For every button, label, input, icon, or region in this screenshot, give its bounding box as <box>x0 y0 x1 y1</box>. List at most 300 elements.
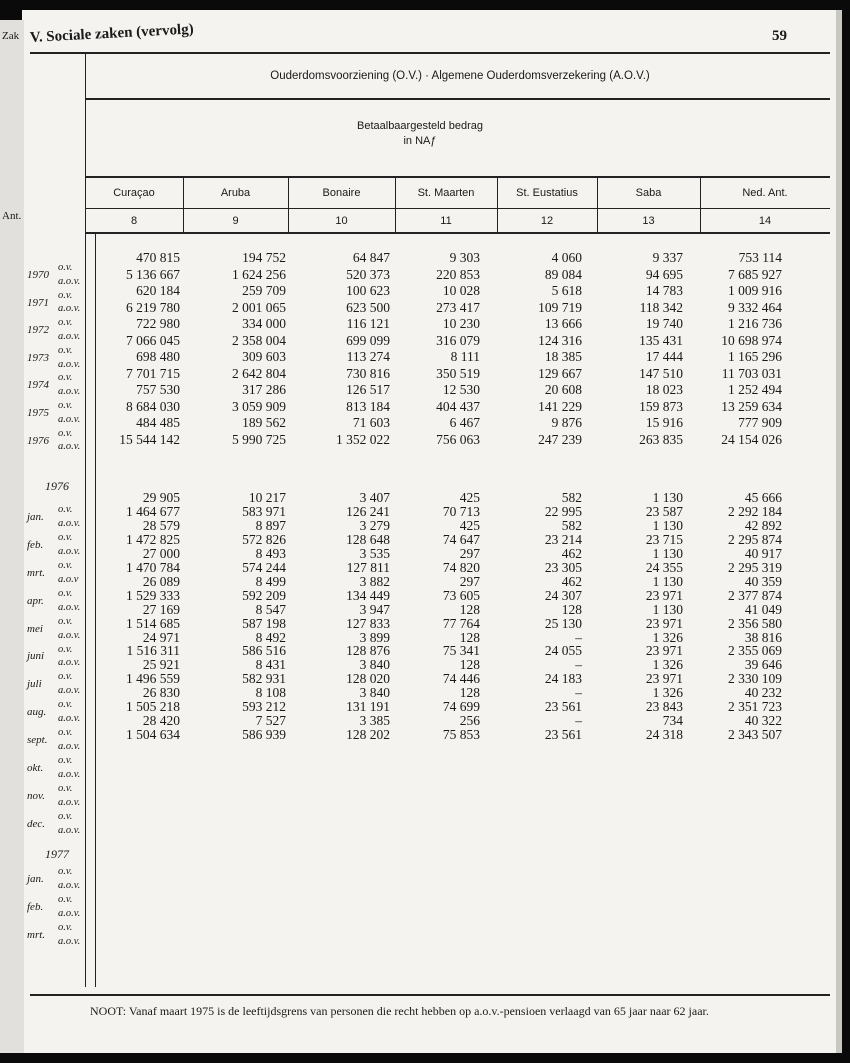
table-cell: 425 <box>459 517 480 533</box>
table-cell: 2 642 804 <box>232 365 286 381</box>
month-label: juli <box>27 678 42 691</box>
table-cell: 722 980 <box>136 316 180 331</box>
month-label: sept. <box>27 734 48 747</box>
table-cell: 1 504 634 <box>126 727 180 743</box>
table-cell: 15 916 <box>645 415 683 430</box>
year-label: 1976 <box>45 479 69 493</box>
table-cell: 2 295 874 <box>728 531 782 547</box>
month-label: feb. <box>27 901 44 913</box>
table-cell: 3 385 <box>359 713 390 729</box>
table-cell: 582 <box>561 517 582 533</box>
table-cell: 2 295 319 <box>728 559 782 575</box>
column-header: St. Maarten <box>417 187 475 199</box>
table-cell: 25 921 <box>142 657 180 673</box>
table-cell: 11 703 031 <box>721 365 782 381</box>
table-cell: 127 811 <box>346 559 390 575</box>
row-type-label: o.v. <box>58 699 73 711</box>
row-type-label: a.o.v. <box>58 358 81 370</box>
table-cell: 39 646 <box>744 657 782 673</box>
column-number: 13 <box>642 215 655 227</box>
table-cell: 425 <box>459 490 480 505</box>
row-type-label: o.v. <box>58 400 73 411</box>
month-label: dec. <box>27 817 46 830</box>
table-cell: 10 028 <box>442 283 480 298</box>
row-type-label: o.v. <box>58 504 73 515</box>
table-cell: 1 505 218 <box>126 699 180 715</box>
table-subtitle: Betaalbaargesteld bedrag <box>357 120 483 132</box>
table-cell: 13 259 634 <box>721 398 782 414</box>
table-cell: 128 <box>459 685 480 701</box>
table-cell: 113 274 <box>346 349 390 364</box>
table-cell: 2 358 004 <box>232 332 286 348</box>
table-cell: 3 840 <box>359 657 390 673</box>
table-cell: 297 <box>459 545 480 561</box>
rule <box>85 176 830 178</box>
table-cell: 1 165 296 <box>728 349 782 364</box>
month-label: feb. <box>27 538 44 551</box>
table-cell: 699 099 <box>346 332 390 348</box>
column-number: 8 <box>130 215 138 227</box>
table-cell: 74 699 <box>442 699 480 715</box>
month-label: mrt. <box>27 566 46 579</box>
row-type-label: a.o.v. <box>58 685 81 697</box>
row-type-label: o.v. <box>58 427 73 439</box>
table-cell: 404 437 <box>436 398 480 414</box>
table-cell: 23 214 <box>544 531 582 547</box>
table-cell: 23 587 <box>645 503 683 519</box>
table-cell: 316 079 <box>436 332 480 348</box>
row-type-label: a.o.v. <box>58 741 81 753</box>
table-cell: 24 307 <box>544 587 582 603</box>
table-cell: 131 191 <box>346 699 390 715</box>
table-cell: 1 624 256 <box>232 266 286 282</box>
column-number: 10 <box>335 215 348 227</box>
table-cell: 40 322 <box>744 713 782 729</box>
table-cell: 587 198 <box>242 615 286 631</box>
table-cell: 27 169 <box>142 601 180 617</box>
year-label: 1972 <box>27 324 49 337</box>
table-cell: 586 516 <box>242 643 286 659</box>
table-cell: 582 <box>561 490 582 505</box>
row-type-label: a.o.v <box>58 573 79 585</box>
year-label: 1974 <box>27 379 49 392</box>
table-cell: 10 698 974 <box>721 332 782 348</box>
table-cell: 1 470 784 <box>126 559 180 575</box>
table-cell: 24 154 026 <box>721 431 782 447</box>
table-cell: 141 229 <box>538 398 582 414</box>
table-cell: 128 648 <box>346 531 390 547</box>
table-cell: 71 603 <box>352 415 390 430</box>
table-cell: 77 764 <box>442 615 480 631</box>
table-cell: 1 496 559 <box>126 671 180 687</box>
table-cell: 23 971 <box>645 671 683 687</box>
table-cell: 45 666 <box>744 490 782 505</box>
table-cell: 7 685 927 <box>728 266 782 282</box>
table-cell: 5 136 667 <box>126 266 180 282</box>
table-cell: 8 493 <box>255 545 286 561</box>
table-cell: 1 216 736 <box>728 316 782 331</box>
month-label: mrt. <box>27 929 46 941</box>
table-cell: 128 020 <box>346 671 390 687</box>
table-cell: 15 544 142 <box>119 431 180 447</box>
table-cell: 9 303 <box>449 250 480 265</box>
year-label: 1971 <box>27 296 49 309</box>
table-cell: 259 709 <box>242 283 286 298</box>
table-cell: 24 971 <box>142 629 180 645</box>
table-cell: 74 647 <box>442 531 480 547</box>
table-cell: 247 239 <box>538 431 582 447</box>
table-cell: 75 341 <box>442 643 480 659</box>
table-cell: 19 740 <box>645 316 683 331</box>
row-type-label: o.v. <box>58 615 73 627</box>
table-cell: 5 618 <box>551 283 582 298</box>
table-cell: 118 342 <box>639 299 683 315</box>
table-cell: 38 816 <box>744 629 782 645</box>
table-cell: 8 492 <box>255 629 286 645</box>
table-cell: 8 108 <box>255 685 286 701</box>
table-cell: – <box>575 629 582 645</box>
row-type-label: a.o.v. <box>58 601 81 613</box>
month-label: apr. <box>27 594 44 607</box>
table-cell: 1 130 <box>652 601 683 617</box>
table-cell: 29 905 <box>142 490 180 505</box>
row-type-label: o.v. <box>58 643 73 655</box>
table-cell: 220 853 <box>436 266 480 282</box>
table-cell: 28 579 <box>142 517 180 533</box>
row-type-label: a.o.v. <box>58 441 81 453</box>
table-cell: 128 <box>459 629 480 645</box>
table-cell: 26 089 <box>142 573 180 589</box>
fragment-text: Ant. <box>2 210 22 222</box>
table-cell: 734 <box>662 713 683 729</box>
table-cell: 135 431 <box>639 332 683 348</box>
table-cell: 10 217 <box>248 490 286 505</box>
table-cell: 116 121 <box>346 316 390 331</box>
table-cell: 5 990 725 <box>232 431 286 447</box>
table-cell: 128 876 <box>346 643 390 659</box>
table-cell: 297 <box>459 573 480 589</box>
table-cell: – <box>575 657 582 673</box>
table-cell: 520 373 <box>346 266 390 282</box>
row-type-label: o.v. <box>58 587 73 599</box>
table-cell: 6 219 780 <box>126 299 180 315</box>
table-cell: 2 292 184 <box>728 503 782 519</box>
column-header: Curaçao <box>113 187 155 199</box>
previous-page-fragment <box>0 20 24 1053</box>
table-cell: 23 305 <box>544 559 582 575</box>
table-cell: 28 420 <box>142 713 180 729</box>
row-type-label: o.v. <box>58 559 73 571</box>
row-type-label: a.o.v. <box>58 936 81 947</box>
table-cell: 13 666 <box>544 316 582 331</box>
table-cell: 23 561 <box>544 699 582 715</box>
table-cell: 147 510 <box>639 365 683 381</box>
table-cell: 8 431 <box>255 657 286 673</box>
year-label: 1976 <box>27 434 49 447</box>
table-cell: 8 547 <box>255 601 286 617</box>
section-title: V. Sociale zaken (vervolg) <box>29 21 195 46</box>
table-cell: 7 527 <box>255 713 286 729</box>
page-number: 59 <box>772 28 787 44</box>
row-type-label: a.o.v. <box>58 824 81 836</box>
row-type-label: a.o.v. <box>58 545 81 557</box>
table-cell: 586 939 <box>242 727 286 743</box>
table-cell: 23 971 <box>645 643 683 659</box>
table-cell: 22 995 <box>544 503 582 519</box>
row-type-label: o.v. <box>58 317 73 329</box>
row-type-label: o.v. <box>58 671 73 683</box>
table-cell: 3 947 <box>359 601 390 617</box>
table-cell: 127 833 <box>346 615 390 631</box>
table-cell: 23 715 <box>645 531 683 547</box>
table-cell: 1 326 <box>652 629 683 645</box>
table-cell: 2 377 874 <box>728 587 782 603</box>
table-cell: 42 892 <box>744 517 782 533</box>
table-cell: 25 130 <box>544 615 582 631</box>
row-type-label: o.v. <box>58 866 73 877</box>
column-number: 12 <box>540 215 554 227</box>
table-cell: 75 853 <box>442 727 480 743</box>
column-number: 14 <box>758 215 772 227</box>
table-cell: 813 184 <box>346 398 390 414</box>
rule <box>30 994 830 996</box>
row-type-label: o.v. <box>58 372 73 384</box>
table-cell: 8 499 <box>255 573 286 589</box>
table-cell: 23 971 <box>645 587 683 603</box>
table-cell: 14 783 <box>645 283 683 298</box>
column-header: Saba <box>635 187 662 199</box>
month-label: jan. <box>27 873 44 885</box>
table-cell: 109 719 <box>538 299 582 315</box>
table-cell: 74 446 <box>442 671 480 687</box>
table-cell: 1 352 022 <box>336 431 390 447</box>
table-cell: 8 897 <box>255 517 286 533</box>
row-type-label: a.o.v. <box>58 331 81 342</box>
table-cell: 159 873 <box>639 398 683 414</box>
table-cell: 3 535 <box>359 545 390 561</box>
table-cell: 40 917 <box>744 545 782 561</box>
table-cell: 263 835 <box>639 431 683 447</box>
table-cell: 583 971 <box>242 503 286 519</box>
row-type-label: o.v. <box>58 531 73 543</box>
table-cell: 27 000 <box>142 545 180 561</box>
table-cell: 100 623 <box>346 283 390 298</box>
table-cell: 572 826 <box>242 531 286 547</box>
year-label: 1975 <box>27 406 49 419</box>
row-type-label: a.o.v. <box>58 303 81 315</box>
column-header: Bonaire <box>322 187 361 199</box>
table-cell: 18 023 <box>645 382 683 397</box>
table-cell: 24 355 <box>645 559 683 575</box>
table-cell: 134 449 <box>346 587 390 603</box>
table-cell: 1 326 <box>652 685 683 701</box>
table-cell: 2 356 580 <box>728 615 782 631</box>
table-cell: 189 562 <box>242 415 286 430</box>
row-type-label: a.o.v. <box>58 657 81 669</box>
year-label: 1973 <box>27 351 49 364</box>
column-header: Aruba <box>220 187 251 199</box>
table-cell: 7 066 045 <box>126 332 180 348</box>
table-cell: 1 464 677 <box>126 503 180 519</box>
table-cell: 128 <box>459 657 480 673</box>
table-cell: – <box>575 685 582 701</box>
row-type-label: a.o.v. <box>58 796 81 808</box>
month-label: jan. <box>27 510 44 523</box>
table-cell: 128 202 <box>346 727 390 743</box>
table-cell: 124 316 <box>538 332 582 348</box>
table-cell: 89 084 <box>544 266 582 282</box>
table-cell: 18 385 <box>544 349 582 364</box>
table-cell: 730 816 <box>346 365 390 381</box>
table-cell: 129 667 <box>538 365 582 381</box>
table-cell: 8 684 030 <box>126 398 180 414</box>
table-cell: 128 <box>459 601 480 617</box>
table-cell: 6 467 <box>449 415 480 430</box>
table-cell: 1 130 <box>652 573 683 589</box>
table-cell: 1 472 825 <box>126 531 180 547</box>
month-label: okt. <box>27 762 44 775</box>
year-label: 1977 <box>45 847 69 861</box>
table-cell: 17 444 <box>645 349 683 364</box>
table-cell: 462 <box>561 573 582 589</box>
column-header: St. Eustatius <box>516 187 578 199</box>
row-type-label: a.o.v. <box>58 769 81 781</box>
month-label: aug. <box>27 706 47 719</box>
row-type-label: o.v. <box>58 344 73 356</box>
table-cell: 40 359 <box>744 573 782 589</box>
row-type-label: o.v. <box>58 922 73 933</box>
table-cell: 574 244 <box>242 559 286 575</box>
row-type-label: a.o.v. <box>58 629 81 641</box>
table-cell: 8 111 <box>450 349 480 364</box>
row-type-label: o.v. <box>58 755 73 767</box>
month-label: nov. <box>27 789 45 802</box>
table-cell: 3 407 <box>359 490 390 505</box>
table-cell: 194 752 <box>242 250 286 265</box>
table-cell: 2 330 109 <box>728 671 782 687</box>
table-cell: 70 713 <box>442 503 480 519</box>
column-header: Ned. Ant. <box>742 187 788 199</box>
table-cell: 41 049 <box>744 601 782 617</box>
table-cell: 3 840 <box>359 685 390 701</box>
table-cell: 9 337 <box>652 250 683 265</box>
table-cell: 698 480 <box>136 349 180 364</box>
row-type-label: a.o.v. <box>58 413 81 425</box>
table-cell: 756 063 <box>436 431 480 447</box>
table-cell: 1 326 <box>652 657 683 673</box>
row-type-label: o.v. <box>58 727 73 739</box>
table-cell: 94 695 <box>645 266 683 282</box>
month-label: juni <box>27 650 45 663</box>
table-cell: 593 212 <box>242 699 286 715</box>
table-cell: 3 882 <box>359 573 390 589</box>
row-type-label: o.v. <box>58 262 73 273</box>
row-type-label: o.v. <box>58 894 73 905</box>
year-label: 1970 <box>27 268 49 281</box>
table-cell: 7 701 715 <box>126 365 180 381</box>
table-cell: 40 232 <box>744 685 782 701</box>
table-cell: 2 001 065 <box>232 299 286 315</box>
column-number: 9 <box>232 215 239 227</box>
table-cell: 757 530 <box>136 382 180 397</box>
row-type-label: o.v. <box>58 783 73 794</box>
table-cell: 24 183 <box>544 671 582 687</box>
table-cell: 23 561 <box>544 727 582 743</box>
table-cell: 1 130 <box>652 517 683 533</box>
table-cell: 3 899 <box>359 629 390 645</box>
table-cell: 126 517 <box>346 382 390 397</box>
table-cell: 1 009 916 <box>728 283 782 298</box>
table-cell: 620 184 <box>136 283 180 298</box>
table-cell: 3 059 909 <box>232 398 286 414</box>
table-cell: 128 <box>561 601 582 617</box>
table-cell: 1 516 311 <box>126 643 180 659</box>
rule <box>85 232 830 234</box>
table-cell: 309 603 <box>242 349 286 364</box>
table-cell: 582 931 <box>242 671 286 687</box>
table-cell: 484 485 <box>136 415 180 430</box>
table-cell: 9 876 <box>551 415 582 430</box>
table-cell: 1 252 494 <box>728 382 782 397</box>
table-cell: 2 343 507 <box>728 727 782 743</box>
table-title: Ouderdomsvoorziening (O.V.) · Algemene Ouderdomsverzekering (A.O.V.) <box>270 70 650 82</box>
row-type-label: a.o.v. <box>58 908 81 919</box>
table-cell: 1 130 <box>652 545 683 561</box>
table-cell: 777 909 <box>738 415 782 430</box>
rule <box>85 98 830 100</box>
table-cell: 24 055 <box>544 643 582 659</box>
table-cell: 10 230 <box>442 316 480 331</box>
rule <box>30 52 830 54</box>
table-cell: 74 820 <box>442 559 480 575</box>
table-cell: 64 847 <box>352 250 390 265</box>
rule <box>85 208 830 209</box>
table-cell: 753 114 <box>738 250 782 265</box>
footnote: NOOT: Vanaf maart 1975 is de leeftijdsgrens van personen die recht hebben op a.o.v.-pensioen verlaagd van 65 jaar naar 62 jaar. <box>90 1004 709 1018</box>
table-cell: 4 060 <box>551 250 582 265</box>
month-label: mei <box>27 622 43 635</box>
table-cell: 334 000 <box>242 316 286 331</box>
table-cell: 350 519 <box>436 365 480 381</box>
table-cell: 20 608 <box>544 382 582 397</box>
table-cell: 1 130 <box>652 490 683 505</box>
table-cell: 24 318 <box>645 727 683 743</box>
table-cell: 23 843 <box>645 699 683 715</box>
table-cell: 12 530 <box>442 382 480 397</box>
row-type-label: o.v. <box>58 289 73 301</box>
fragment-text: Zak <box>2 30 20 42</box>
table-cell: – <box>575 713 582 729</box>
column-number: 11 <box>440 215 452 227</box>
row-type-label: a.o.v. <box>58 275 81 287</box>
row-type-label: o.v. <box>58 810 73 822</box>
table-cell: 623 500 <box>346 299 390 315</box>
table-cell: 592 209 <box>242 587 286 603</box>
table-cell: 23 971 <box>645 615 683 631</box>
table-cell: 9 332 464 <box>728 299 782 315</box>
table-cell: 317 286 <box>242 382 286 397</box>
table-cell: 470 815 <box>136 250 180 265</box>
row-type-label: a.o.v. <box>58 880 81 891</box>
table-cell: 2 351 723 <box>728 699 782 715</box>
page-edge <box>836 10 842 1053</box>
table-cell: 3 279 <box>359 517 390 533</box>
table-cell: 256 <box>459 713 480 729</box>
table-cell: 73 605 <box>442 587 480 603</box>
table-cell: 273 417 <box>436 299 480 315</box>
row-type-label: a.o.v. <box>58 386 81 398</box>
table-cell: 462 <box>561 545 582 561</box>
